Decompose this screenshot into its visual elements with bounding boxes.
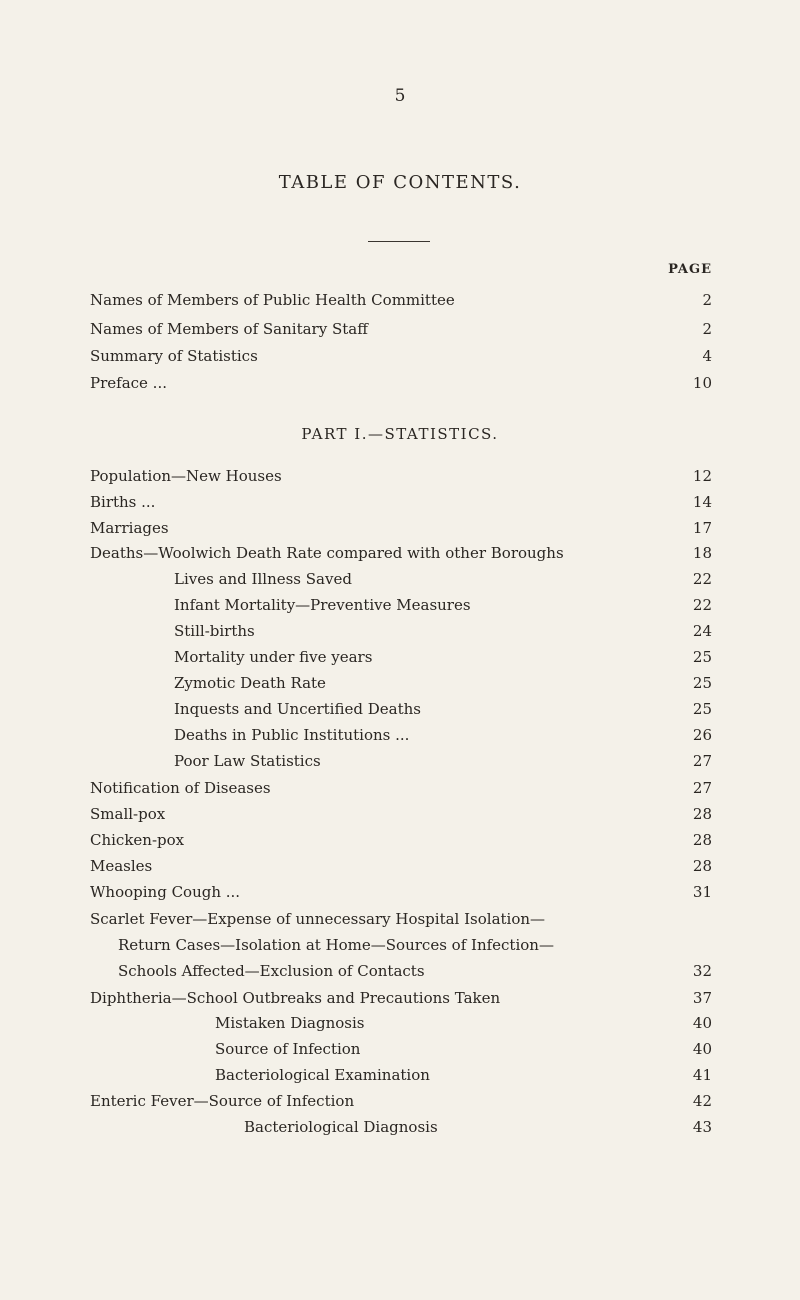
toc-entry-title: Inquests and Uncertified Deaths — [174, 700, 421, 718]
toc-entry — [118, 962, 712, 992]
toc-entry-title: Bacteriological Examination — [215, 1066, 430, 1084]
toc-entry-page: 24 — [692, 622, 712, 640]
toc-entry-title: Mistaken Diagnosis — [215, 1014, 365, 1032]
toc-entry-page: 25 — [692, 700, 712, 718]
toc-entry — [90, 883, 712, 913]
toc-entry-page: 25 — [692, 674, 712, 692]
toc-entry-page: 22 — [692, 570, 712, 588]
toc-entry-title: Mortality under five years — [174, 648, 373, 666]
toc-entry-page: 27 — [692, 779, 712, 797]
toc-entry — [90, 347, 712, 377]
toc-entry-title: Names of Members of Sanitary Staff — [90, 320, 368, 338]
toc-entry — [90, 291, 712, 321]
page-title: TABLE OF CONTENTS. — [278, 172, 522, 193]
toc-entry-page: 17 — [692, 519, 712, 537]
page-column-label: PAGE — [668, 262, 712, 277]
toc-entry-page: 27 — [692, 752, 712, 770]
toc-entry-title: Diphtheria—School Outbreaks and Precautions Taken — [90, 989, 501, 1007]
toc-entry — [244, 1118, 712, 1148]
toc-entry-title: Names of Members of Public Health Committee — [90, 291, 455, 309]
toc-entry-title: Source of Infection — [215, 1040, 361, 1058]
toc-entry-title: Chicken-pox — [90, 831, 185, 849]
toc-entry-title: Deaths in Public Institutions ... — [174, 726, 410, 744]
toc-entry — [174, 752, 712, 782]
toc-entry-page: 41 — [692, 1066, 712, 1084]
toc-entry-page: 14 — [692, 493, 712, 511]
toc-entry-page: 4 — [702, 347, 712, 365]
toc-entry-page: 10 — [692, 374, 712, 392]
toc-entry-title: Notification of Diseases — [90, 779, 271, 797]
toc-entry-title: Poor Law Statistics — [174, 752, 321, 770]
toc-entry-page: 18 — [692, 544, 712, 562]
toc-entry-page: 40 — [692, 1014, 712, 1032]
toc-entry-title: Scarlet Fever—Expense of unnecessary Hospital Isolation— — [90, 910, 546, 928]
toc-entry-title: Zymotic Death Rate — [174, 674, 326, 692]
toc-entry-page: 26 — [692, 726, 712, 744]
toc-entry-continuation: Return Cases—Isolation at Home—Sources of Infection— — [118, 936, 554, 954]
toc-entry-page: 12 — [692, 467, 712, 485]
toc-entry-title: Summary of Statistics — [90, 347, 258, 365]
toc-entry-page: 28 — [692, 857, 712, 875]
toc-entry-title: Schools Affected—Exclusion of Contacts — [118, 962, 425, 980]
toc-entry — [90, 374, 712, 404]
toc-entry-page: 40 — [692, 1040, 712, 1058]
toc-entry-title: Bacteriological Diagnosis — [244, 1118, 438, 1136]
toc-entry-title: Small-pox — [90, 805, 166, 823]
part-heading: PART I.—STATISTICS. — [301, 425, 499, 443]
toc-entry-page: 22 — [692, 596, 712, 614]
toc-entry-title: Births ... — [90, 493, 156, 511]
toc-entry-page: 31 — [692, 883, 712, 901]
toc-entry-title: Measles — [90, 857, 153, 875]
toc-entry-page: 37 — [692, 989, 712, 1007]
toc-entry-title: Lives and Illness Saved — [174, 570, 352, 588]
toc-entry — [90, 320, 712, 350]
toc-entry-page: 28 — [692, 831, 712, 849]
toc-entry-title: Deaths—Woolwich Death Rate compared with other Boroughs — [90, 544, 564, 562]
toc-entry-title: Population—New Houses — [90, 467, 282, 485]
toc-entry-title: Enteric Fever—Source of Infection — [90, 1092, 355, 1110]
toc-entry-page: 2 — [702, 291, 712, 309]
toc-entry-title: Marriages — [90, 519, 169, 537]
toc-entry-title: Preface ... — [90, 374, 167, 392]
toc-entry-page: 25 — [692, 648, 712, 666]
toc-entry-title: Infant Mortality—Preventive Measures — [174, 596, 471, 614]
toc-entry-page: 43 — [692, 1118, 712, 1136]
title-rule — [368, 241, 430, 242]
toc-entry-title: Still-births — [174, 622, 255, 640]
page-number: 5 — [394, 86, 406, 106]
toc-entry-title: Whooping Cough ... — [90, 883, 241, 901]
toc-entry-page: 32 — [692, 962, 712, 980]
toc-entry-page: 2 — [702, 320, 712, 338]
toc-entry-page: 28 — [692, 805, 712, 823]
toc-entry-page: 42 — [692, 1092, 712, 1110]
